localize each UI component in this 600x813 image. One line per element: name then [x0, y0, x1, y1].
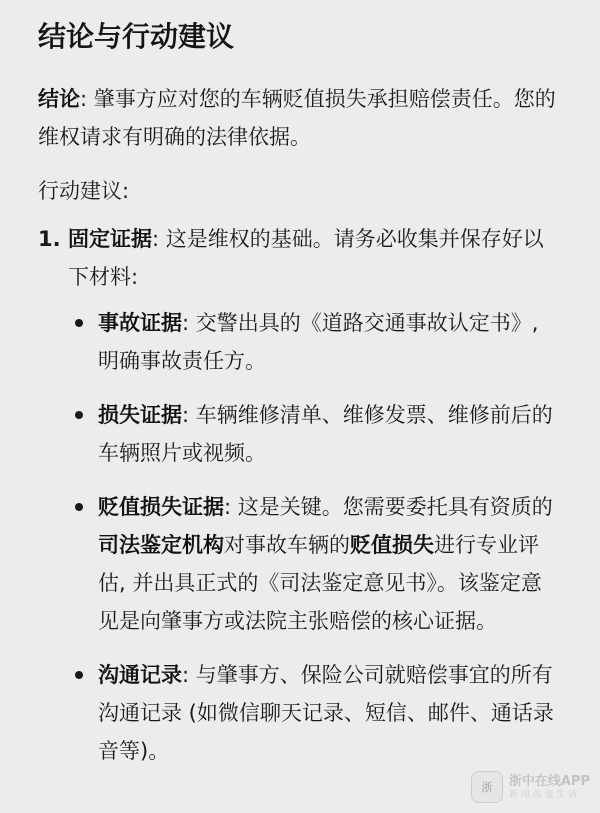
watermark-text	[509, 775, 590, 800]
list-item	[98, 656, 562, 770]
list-item	[98, 396, 562, 472]
conclusion-label: 结论	[38, 87, 80, 111]
bullet-text: : 交警出具的《道路交通事故认定书》, 明确事故责任方。	[98, 311, 539, 373]
bullet-icon	[75, 411, 83, 419]
bullet-text: 对事故车辆的	[224, 533, 350, 557]
watermark-name: 浙中在线APP	[508, 773, 590, 789]
bullet-text: : 这是关键。您需要委托具有资质的	[224, 495, 553, 519]
evidence-list	[38, 304, 562, 770]
numbered-item-1	[38, 220, 562, 296]
bullet-label: 贬值损失证据	[98, 495, 224, 519]
app-logo-icon: 浙	[471, 771, 503, 803]
bullet-label: 损失证据	[98, 403, 182, 427]
bullet-emphasis: 司法鉴定机构	[98, 533, 224, 557]
conclusion-paragraph	[38, 80, 562, 156]
watermark-slogan: 新 闻 改 变 生 活	[508, 789, 578, 800]
bullet-text: : 与肇事方、保险公司就赔偿事宜的所有沟通记录 (如微信聊天记录、短信、邮件、通话录音等)。	[98, 663, 554, 763]
bullet-emphasis: 贬值损失	[350, 533, 434, 557]
bullet-icon	[75, 319, 83, 327]
item-number: 1.	[38, 227, 61, 251]
item-text: : 这是维权的基础。请务必收集并保存好以下材料:	[68, 227, 544, 289]
list-item	[98, 304, 562, 380]
watermark	[471, 771, 590, 803]
list-item	[98, 488, 562, 640]
bullet-label: 沟通记录	[98, 663, 182, 687]
item-label: 固定证据	[68, 227, 152, 251]
page-title: 结论与行动建议	[38, 20, 235, 53]
bullet-icon	[75, 671, 83, 679]
bullet-icon	[75, 503, 83, 511]
actions-heading: 行动建议:	[38, 179, 130, 203]
bullet-label: 事故证据	[98, 311, 182, 335]
bullet-text: : 车辆维修清单、维修发票、维修前后的车辆照片或视频。	[98, 403, 553, 465]
bullet-text: 进行专业评估, 并出具正式的《司法鉴定意见书》。该鉴定意见是向肇事方或法院主张赔偿的核心证据。	[98, 533, 542, 633]
conclusion-text: : 肇事方应对您的车辆贬值损失承担赔偿责任。您的维权请求有明确的法律依据。	[38, 87, 556, 149]
